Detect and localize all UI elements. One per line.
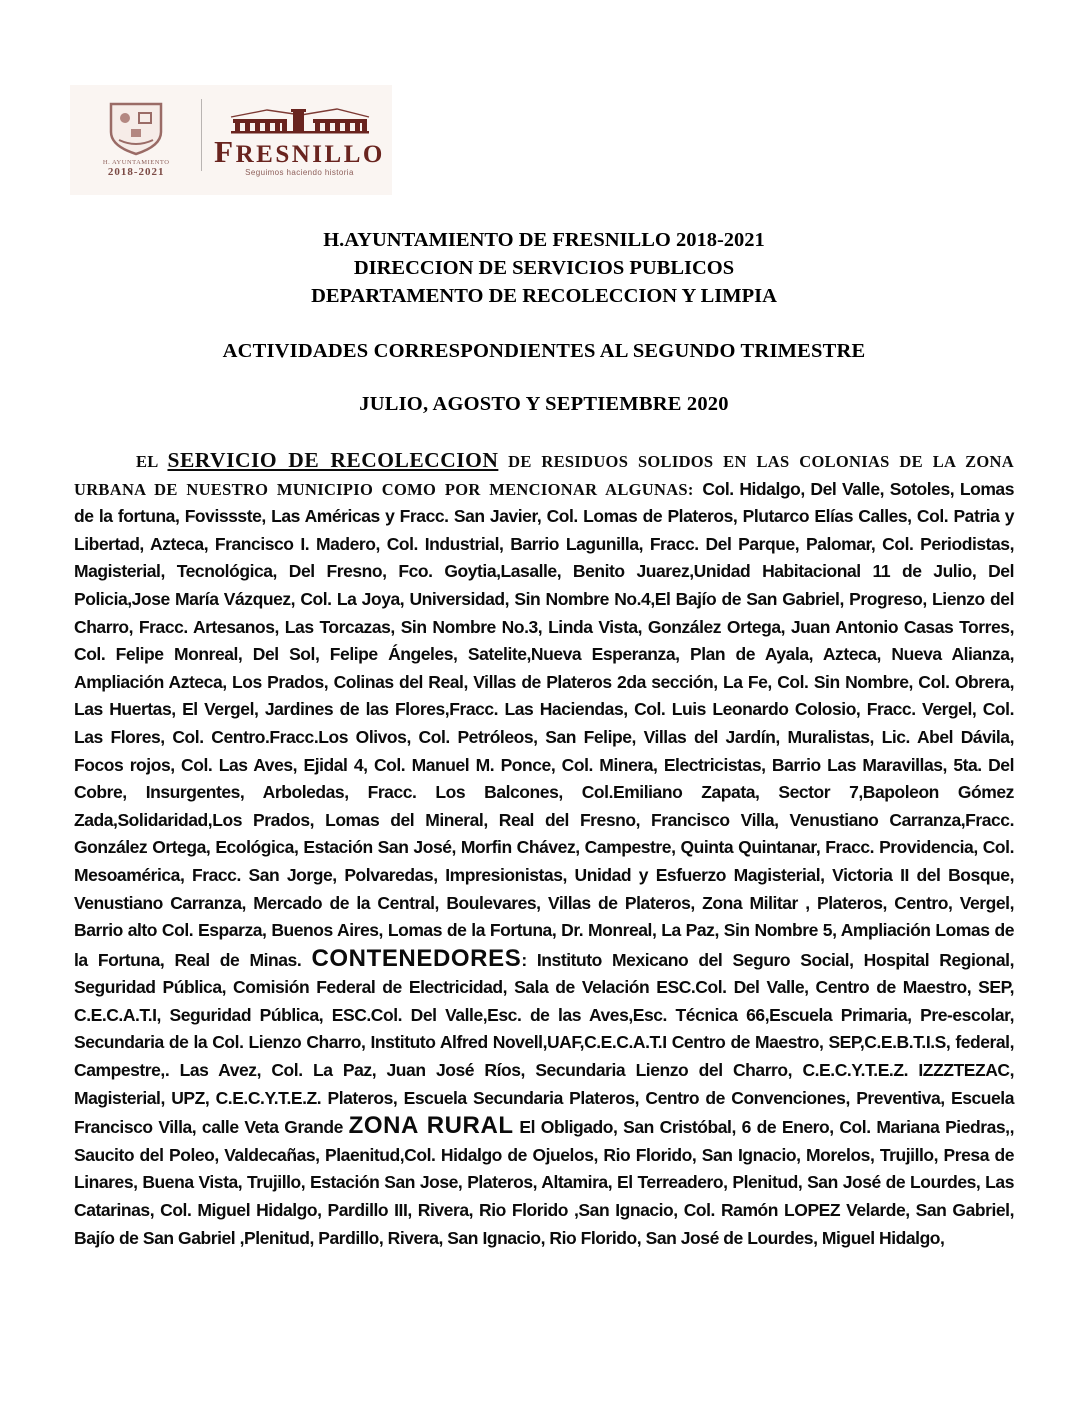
fresnillo-wordmark: FRESNILLO — [214, 134, 385, 169]
title-line-2: DIRECCION DE SERVICIOS PUBLICOS — [353, 257, 735, 279]
document-title-block — [0, 226, 1088, 310]
city-crest — [77, 102, 195, 178]
mine-building-icon — [229, 107, 371, 135]
contenedores-list: Instituto Mexicano del Seguro Social, Hospital Regional, Seguridad Pública, Comisión Federal de Electricidad, Sala de Velación ESC.Col. Del Valle, Centro de Maestro, SEP, C.E.C.A.T.I, Seguridad Pública, ESC.Col. Del Valle,Esc. de las Aves,Esc. Técnica 66,Escuela Primaria, Pre-escolar, Secundaria de la Col. Lienzo Charro, Instituto Alfred Novell,UAF,C.E.C.A.T.I Centro de Maestro, SEP,C.E.B.T.I.S, federal, Campestre,. Las Avez, Col. La Paz, Juan José Ríos, Secundaria Lienzo del Charro, C.E.C.Y.T.E.Z. IZZZTEZAC, Magisterial, UPZ, C.E.C.Y.T.E.Z. Plateros, Escuela Secundaria Plateros, Centro de Convenciones, Preventiva, Escuela Francisco Villa, calle Veta Grande — [74, 949, 1014, 1138]
urban-colonies-list: Col. Hidalgo, Del Valle, Sotoles, Lomas de la fortuna, Fovissste, Las Américas y Fracc. San Javier, Col. Lomas de Plateros, Plutarco Elías Calles, Col. Patria y Libertad, Azteca, Francisco I. Madero, Col. Industrial, Barrio Lagunilla, Fracc. Del Parque, Palomar, Col. Periodistas, Magisterial, Tecnológica, Del Fresno, Fco. Goytia,Lasalle, Benito Juarez,Unidad Habitacional 11 de Julio, Del Policia,Jose María Vázquez, Col. La Joya, Universidad, Sin Nombre No.4,El Bajío de San Gabriel, Progreso, Lienzo del Charro, Fracc. Artesanos, Las Torcazas, Sin Nombre No.3, Linda Vista, González Ortega, Juan Antonio Casas Torres, Col. Felipe Monreal, Del Sol, Felipe Ángeles, Satelite,Nueva Esperanza, Plan de Ayala, Azteca, Nueva Alianza, Ampliación Azteca, Los Prados, Colinas del Real, Villas de Plateros 2da sección, La Fe, Col. Sin Nombre, Col. Obrera, Las Huertas, El Vergel, Jardines de las Flores,Fracc. Las Haciendas, Col. Luis Leonardo Colosio, Fracc. Vergel, Col. Las Flores, Col. Centro.Fracc.Los Olivos, Col. Petróleos, San Felipe, Villas del Jardín, Muralistas, Lic. Abel Dávila, Focos rojos, Col. Las Aves, Ejidal 4, Col. Manuel M. Ponce, Col. Minera, Electricistas, Barrio Las Maravillas, 5ta. Del Cobre, Insurgentes, Arboledas, Fracc. Los Balcones, Col.Emiliano Zapata, Sector 7,Bapoleon Gómez Zada,Solidaridad,Los Prados, Lomas del Mineral, Real del Fresno, Francisco Villa, Venustiano Carranza,Fracc. González Ortega, Ecológica, Estación San José, Morfin Chávez, Campestre, Quinta Quintanar, Fracc. Providencia, Col. Mesoamérica, Fracc. San Jorge, Polvaredas, Impresionistas, Unidad y Esfuerzo Magisterial, Victoria II del Bosque, Venustiano Carranza, Mercado de la Central, Boulevares, Villas de Plateros, Zona Militar , Plateros, Centro, Vergel, Barrio alto Col. Esparza, Buenos Aires, Lomas de la Fortuna, Dr. Monreal, La Paz, Sin Nombre 5, Ampliación Lomas de la Fortuna, Real de Minas. — [74, 478, 1015, 970]
title-line-3: DEPARTAMENTO DE RECOLECCION Y LIMPIA — [311, 285, 777, 307]
fresnillo-wordmark-block — [214, 107, 385, 177]
service-name-underlined: SERVICIO DE RECOLECCION — [167, 448, 499, 472]
zona-rural-label: ZONA RURAL — [348, 1112, 514, 1140]
contenedores-label: CONTENEDORES — [311, 944, 522, 972]
document-subtitle: ACTIVIDADES CORRESPONDIENTES AL SEGUNDO TRIMESTRE — [222, 340, 866, 362]
crest-years: 2018-2021 — [107, 166, 165, 178]
contenedores-separator: : — [521, 949, 537, 970]
body-paragraph — [74, 447, 1014, 1252]
crest-shield-icon — [105, 102, 167, 158]
rural-localities-list: El Obligado, San Cristóbal, 6 de Enero, Col. Mariana Piedras,, Saucito del Poleo, Valdecañas, Plaenitud,Col. Hidalgo de Ojuelos, Rio Florido, San Ignacio, Morelos, Trujillo, Presa de Linares, Buena Vista, Trujillo, Estación San Jose, Plateros, Altamira, El Terreadero, Plenitud, San José de Lourdes, Las Catarinas, Col. Miguel Hidalgo, Pardillo III, Rivera, Rio Florido ,San Ignacio, Col. Ramón LOPEZ Velarde, San Gabriel, Bajío de San Gabriel ,Plenitud, Pardillo, Rivera, San Ignacio, Rio Florido, San José de Lourdes, Miguel Hidalgo, — [74, 1117, 1014, 1248]
title-line-1: H.AYUNTAMIENTO DE FRESNILLO 2018-2021 — [323, 229, 765, 251]
report-period: JULIO, AGOSTO Y SEPTIEMBRE 2020 — [359, 393, 729, 415]
lead-el: EL — [136, 452, 168, 471]
logo-divider — [201, 99, 202, 171]
municipal-logo-block — [70, 85, 392, 195]
lead-intro: DE RESIDUOS SOLIDOS EN LAS COLONIAS DE LA ZONA URBANA DE NUESTRO MUNICIPIO COMO POR MENCIONAR ALGUNAS: — [74, 452, 1014, 499]
logo-tagline: Seguimos haciendo historia — [245, 168, 354, 177]
crest-caption: H. AYUNTAMIENTO — [102, 159, 170, 166]
